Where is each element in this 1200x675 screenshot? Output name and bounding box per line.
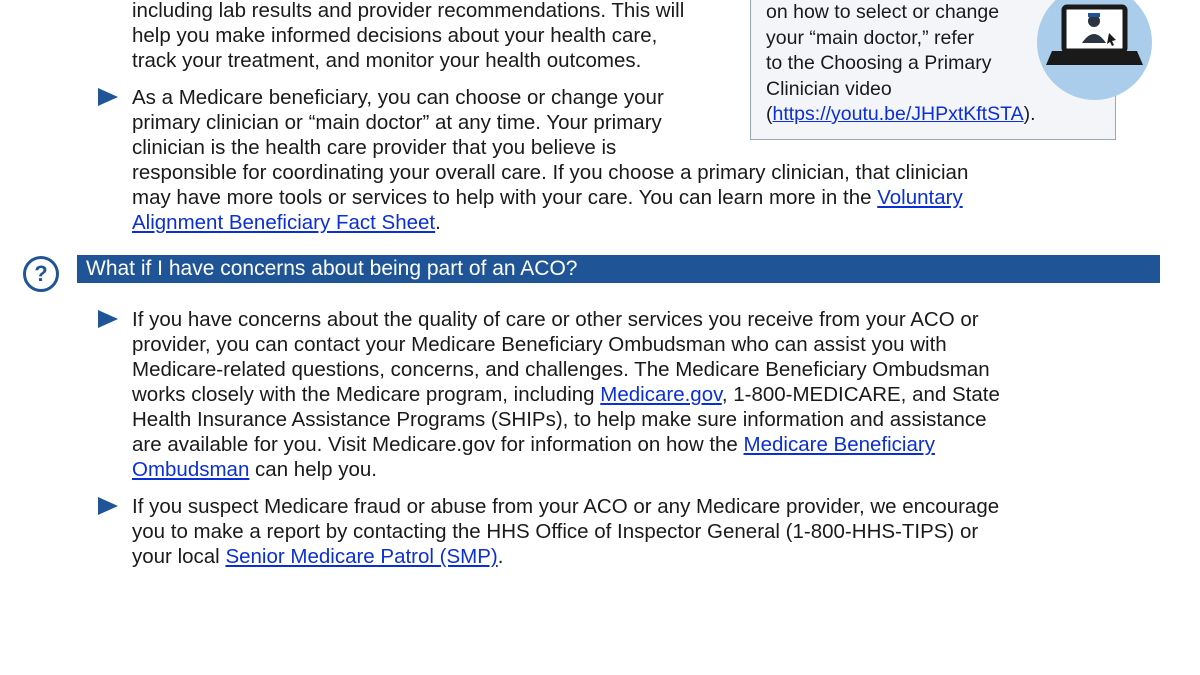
- bullet-line: may have more tools or services to help with your care. You can learn more in the Voluntary: [132, 186, 963, 209]
- fact-sheet-link-cont[interactable]: Alignment Beneficiary Fact Sheet: [132, 211, 436, 234]
- bullet-line: Alignment Beneficiary Fact Sheet.: [132, 211, 441, 234]
- bullet-line: Medicare-related questions, concerns, and challenges. The Medicare Beneficiary Ombudsman: [132, 358, 990, 381]
- bullet-line: responsible for coordinating your overall care. If you choose a primary clinician, that clinician: [132, 161, 969, 184]
- fact-sheet-link[interactable]: Voluntary: [877, 186, 963, 209]
- bullet-fraud: [132, 494, 1132, 569]
- intro-line: track your treatment, and monitor your health outcomes.: [132, 49, 642, 72]
- bullet-line: As a Medicare beneficiary, you can choose or change your: [132, 86, 664, 109]
- bullet-line: clinician is the health care provider that you believe is: [132, 136, 617, 159]
- bullet-line: provider, you can contact your Medicare Beneficiary Ombudsman who can assist you with: [132, 333, 947, 356]
- bullet-concerns: [132, 307, 1132, 482]
- callout-link-line: (https://youtu.be/JHPxtKftSTA).: [766, 103, 1036, 125]
- callout-line: your “main doctor,” refer: [766, 26, 975, 49]
- bullet-arrow-icon: [98, 310, 118, 328]
- bullet-line: are available for you. Visit Medicare.gov for information on how the Medicare Beneficiary: [132, 433, 935, 456]
- callout-line: on how to select or change: [766, 1, 1000, 23]
- intro-paragraph: [132, 0, 732, 73]
- intro-line: help you make informed decisions about your health care,: [132, 24, 658, 47]
- bullet-arrow-icon: [98, 497, 118, 515]
- bullet-primary-clinician: [132, 85, 1132, 235]
- section-heading: What if I have concerns about being part of an ACO?: [77, 255, 1160, 283]
- intro-line: including lab results and provider recommendations. This will: [132, 0, 685, 22]
- bullet-arrow-icon: [98, 88, 118, 106]
- bullet-line: your local Senior Medicare Patrol (SMP).: [132, 545, 504, 568]
- ombudsman-link-cont[interactable]: Ombudsman: [132, 458, 250, 481]
- bullet-line: you to make a report by contacting the HHS Office of Inspector General (1-800-HHS-TIPS) or: [132, 520, 979, 543]
- callout-line: Clinician video: [766, 77, 892, 100]
- bullet-line: Health Insurance Assistance Programs (SHIPs), to help make sure information and assistance: [132, 408, 987, 431]
- bullet-line: If you suspect Medicare fraud or abuse from your ACO or any Medicare provider, we encourage: [132, 495, 1000, 518]
- ombudsman-link[interactable]: Medicare Beneficiary: [743, 433, 935, 456]
- question-icon: ?: [23, 256, 59, 292]
- video-link[interactable]: https://youtu.be/JHPxtKftSTA: [772, 103, 1024, 125]
- bullet-line: If you have concerns about the quality of care or other services you receive from your ACO or: [132, 308, 979, 331]
- callout-line: to the Choosing a Primary: [766, 52, 992, 74]
- medicare-gov-link[interactable]: Medicare.gov: [600, 383, 722, 406]
- bullet-line: Ombudsman can help you.: [132, 458, 378, 481]
- smp-link[interactable]: Senior Medicare Patrol (SMP): [225, 545, 498, 568]
- bullet-line: works closely with the Medicare program, including Medicare.gov, 1-800-MEDICARE, and State: [132, 383, 1000, 406]
- bullet-line: primary clinician or “main doctor” at any time. Your primary: [132, 111, 662, 134]
